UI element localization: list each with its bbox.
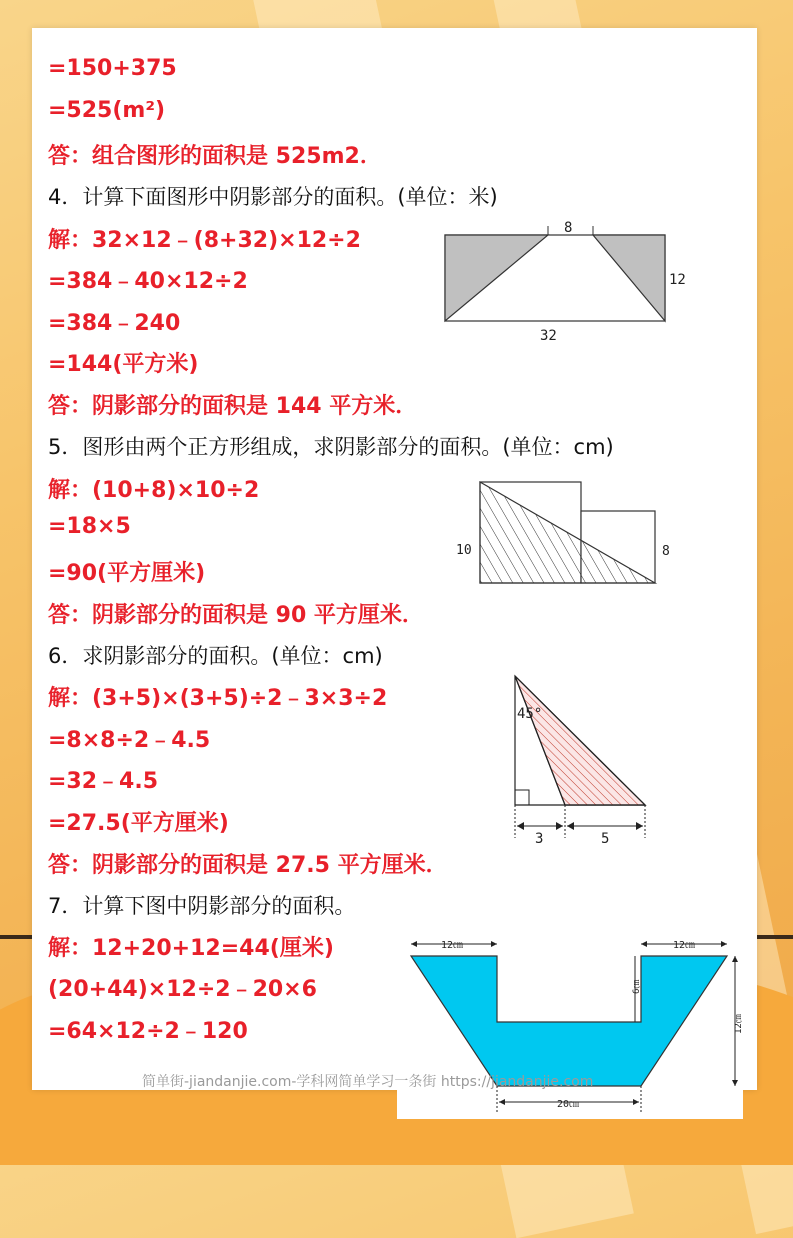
label-height: 12㎝ (734, 1014, 744, 1034)
label-left: 10 (456, 543, 472, 558)
solution-line: 解：(3+5)×(3+5)÷2﹣3×3÷2 (48, 686, 388, 711)
label-top-right: 12㎝ (673, 940, 696, 951)
solution-line: =525(m²) (48, 98, 166, 123)
solution-line: =32﹣4.5 (48, 769, 159, 794)
solution-line: =8×8÷2﹣4.5 (48, 728, 211, 753)
solution-line: (20+44)×12÷2﹣20×6 (48, 977, 317, 1002)
solution-line: =64×12÷2﹣120 (48, 1019, 248, 1044)
solution-line: 答：阴影部分的面积是 27.5 平方厘米． (48, 853, 448, 878)
label-3: 3 (535, 831, 544, 847)
label-right: 8 (662, 544, 670, 559)
solution-line: 答：组合图形的面积是 525m2． (48, 144, 382, 169)
solution-line: =27.5(平方厘米) (48, 811, 229, 836)
label-top-left: 12㎝ (441, 940, 464, 951)
figure-5-squares (452, 478, 682, 590)
hatched-region (515, 676, 645, 805)
solution-line: 解：12+20+12=44(厘米) (48, 936, 334, 961)
figure-4-trapezoid (440, 218, 700, 348)
question-line: 4．计算下面图形中阴影部分的面积。(单位：米) (48, 185, 498, 209)
solution-line: =150+375 (48, 56, 177, 81)
solution-line: =384﹣240 (48, 311, 181, 336)
label-right: 12 (669, 272, 686, 288)
label-bottom: 32 (540, 328, 557, 344)
label-bottom: 20㎝ (557, 1099, 580, 1110)
solution-line: =384﹣40×12÷2 (48, 269, 248, 294)
figure-6-triangle (505, 672, 655, 850)
label-top: 8 (564, 220, 573, 236)
label-inner-height: 6㎝ (632, 979, 642, 994)
solution-line: 答：阴影部分的面积是 90 平方厘米． (48, 603, 424, 628)
solution-line: 答：阴影部分的面积是 144 平方米． (48, 394, 418, 419)
angle-label: 45° (517, 706, 543, 722)
solution-line: =18×5 (48, 514, 131, 539)
label-5: 5 (601, 831, 610, 847)
solution-line: 解：32×12﹣(8+32)×12÷2 (48, 228, 361, 253)
solution-line: =90(平方厘米) (48, 561, 206, 586)
question-line: 5．图形由两个正方形组成，求阴影部分的面积。(单位：cm) (48, 435, 614, 459)
solution-line: =144(平方米) (48, 352, 199, 377)
footer-watermark: 简单街-jiandanjie.com-学科网简单学习一条街 https://jiandanjie.com (142, 1074, 594, 1090)
figure-7-channel (397, 934, 743, 1119)
solution-line: 解：(10+8)×10÷2 (48, 478, 260, 503)
question-line: 7．计算下图中阴影部分的面积。 (48, 894, 356, 918)
question-line: 6．求阴影部分的面积。(单位：cm) (48, 644, 383, 668)
